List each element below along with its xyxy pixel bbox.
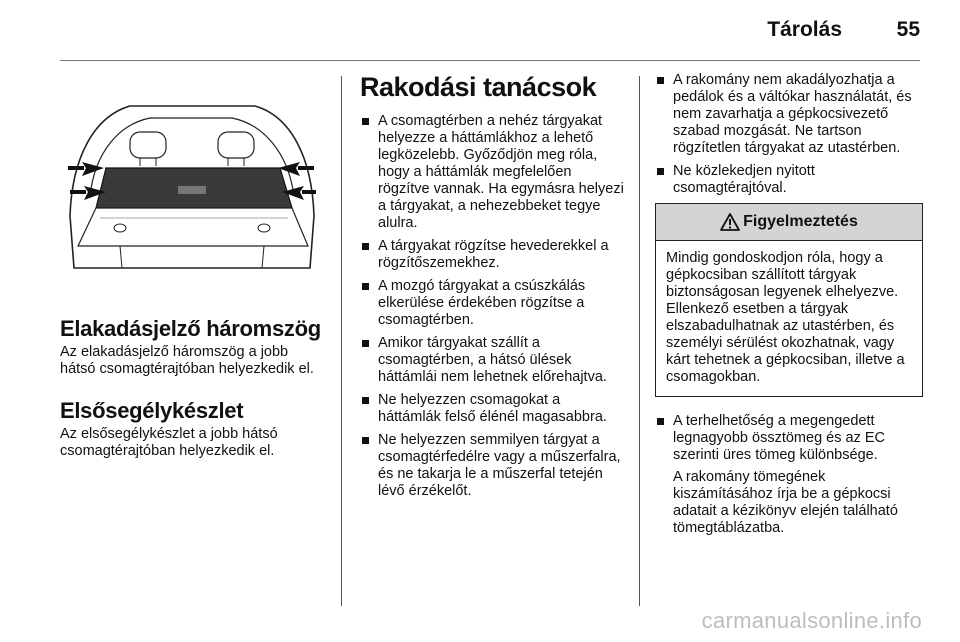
payload-list (655, 413, 923, 537)
chapter-title: Tárolás (767, 18, 842, 41)
heading-first-aid-kit: Elsősegélykészlet (60, 398, 244, 423)
bullet-icon (362, 283, 369, 290)
list-item: A terhelhetőség a megengedett legnagyobb össztömeg és az EC szerinti üres tömeg különbsége. A rakomány tömegének kiszámításához írja be a gépkocsi adatait a kézikönyv elején található tömegtáblázatba. (655, 413, 923, 537)
column-divider-1 (341, 76, 342, 606)
warning-title: Figyelmeztetés (743, 213, 858, 230)
header-divider (60, 60, 920, 61)
payload-note: A rakomány tömegének kiszámításához írja be a gépkocsi adatait a kézikönyv elején található tömegtáblázatba. (673, 469, 898, 536)
warning-header (656, 204, 922, 241)
heading-loading-tips: Rakodási tanácsok (360, 72, 597, 102)
list-item: Ne közlekedjen nyitott csomagtérajtóval. (655, 163, 923, 197)
bullet-icon (657, 168, 664, 175)
list-item: A rakomány nem akadályozhatja a pedálok és a váltókar használatát, és nem zavarhatja a gépkocsivezető szabad mozgását. Ne tartson rögzítetlen tárgyakat az utastérben. (655, 72, 923, 157)
bullet-icon (362, 437, 369, 444)
bullet-icon (657, 77, 664, 84)
list-item: A mozgó tárgyakat a csúszkálás elkerülése érdekében rögzítse a csomagtérben. (360, 278, 625, 329)
list-item: Ne helyezzen semmilyen tárgyat a csomagtérfedélre vagy a műszerfalra, és ne takarja le a műszerfal tetején lévő érzékelőt. (360, 432, 625, 500)
list-item: Amikor tárgyakat szállít a csomagtérben, a hátsó ülések háttámlái nem lehetnek előrehajtva. (360, 335, 625, 386)
list-item: Ne helyezzen csomagokat a háttámlák felső élénél magasabbra. (360, 392, 625, 426)
bullet-icon (362, 397, 369, 404)
text-first-aid-kit: Az elsősegélykészlet a jobb hátsó csomagtérajtóban helyezkedik el. (60, 426, 278, 459)
cargo-cover-illustration (60, 96, 322, 271)
heading-warning-triangle: Elakadásjelző háromszög (60, 316, 321, 341)
page-number: 55 (896, 18, 920, 41)
bullet-icon (362, 243, 369, 250)
loading-tips-list (360, 113, 625, 500)
loading-tips-list-continued (655, 72, 923, 197)
bullet-icon (362, 340, 369, 347)
warning-triangle-icon (720, 213, 740, 231)
list-item: A csomagtérben a nehéz tárgyakat helyezze a háttámlákhoz a lehető legközelebb. Győződjön meg róla, hogy a háttámlák megfelelően rögzítve vannak. Ha egymásra helyezi a tárgyakat, a nehezebbeket tegye alulra. (360, 113, 625, 232)
column-divider-2 (639, 76, 640, 606)
page-header (60, 14, 920, 44)
warning-text: Mindig gondoskodjon róla, hogy a gépkocsiban szállított tárgyak biztonságosan legyenek elhelyezve. Ellenkező esetben a tárgyak elszabadulhatnak az utastérben, és személyi sérülést okozhatnak, vagy kárt tehetnek a gépkocsiban, illetve a csomagokban. (666, 250, 905, 385)
bullet-icon (362, 118, 369, 125)
watermark: carmanualsonline.info (701, 608, 922, 633)
list-item: A tárgyakat rögzítse hevederekkel a rögzítőszemekhez. (360, 238, 625, 272)
warning-box (655, 203, 923, 397)
middle-column (360, 72, 625, 506)
right-column (655, 72, 923, 543)
left-column (60, 90, 325, 460)
text-warning-triangle: Az elakadásjelző háromszög a jobb hátsó csomagtérajtóban helyezkedik el. (60, 344, 314, 377)
bullet-icon (657, 418, 664, 425)
